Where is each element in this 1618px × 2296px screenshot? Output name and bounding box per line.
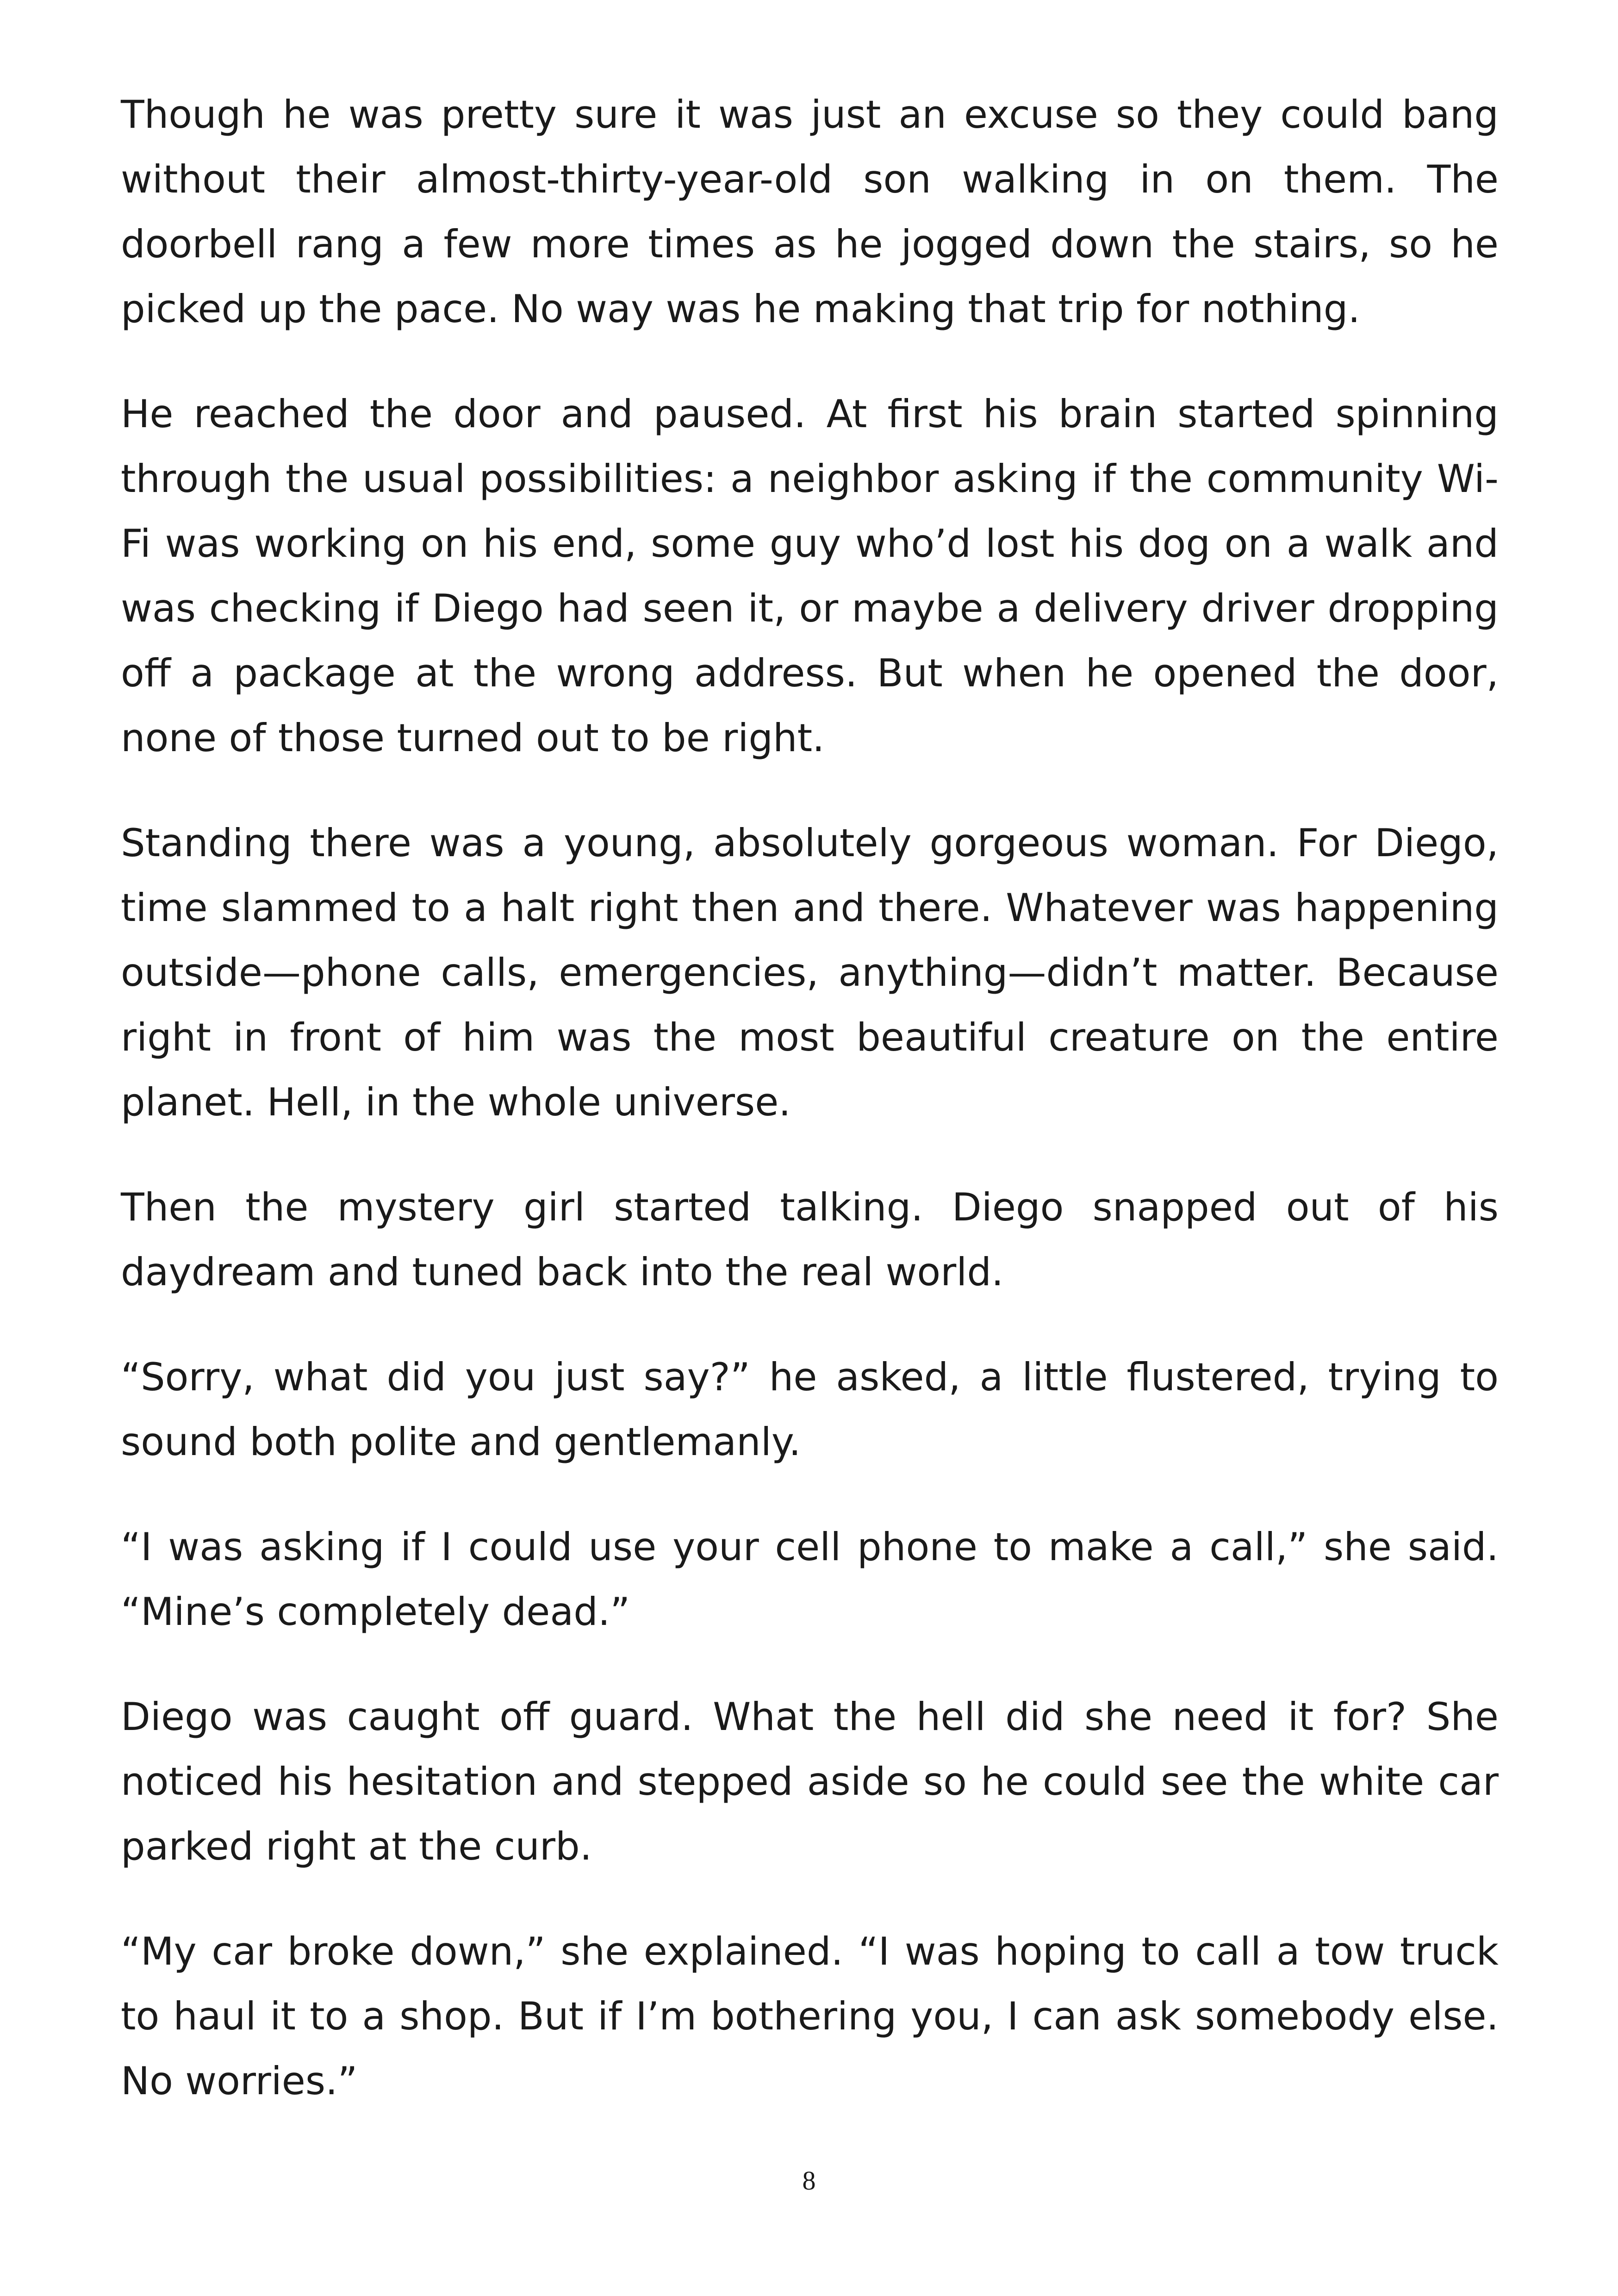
page-number: 8 [802,2165,816,2196]
paragraph: He reached the door and paused. At first his brain started spinning through the usual possibilities: a neighbor asking if the community Wi-Fi was working on his end, some guy who’d lost his dog on a walk and was checking if Diego had seen it, or maybe a delivery driver dropping off a package at the wrong address. But when he opened the door, none of those turned out to be right. [121,392,1499,760]
paragraph: “I was asking if I could use your cell phone to make a call,” she said. “Mine’s completely dead.” [121,1524,1499,1634]
paragraph: Though he was pretty sure it was just an excuse so they could bang without their almost-thirty-year-old son walking in on them. The doorbell rang a few more times as he jogged down the stairs, so he picked up the pace. No way was he making that trip for nothing. [121,92,1499,331]
paragraph: Then the mystery girl started talking. Diego snapped out of his daydream and tuned back into the real world. [121,1185,1499,1294]
paragraph: Standing there was a young, absolutely gorgeous woman. For Diego, time slammed to a halt right then and there. Whatever was happening outside—phone calls, emergencies, anything—didn’t matter. Because right in front of him was the most beautiful creature on the entire planet. Hell, in the whole universe. [121,821,1499,1125]
paragraph: “My car broke down,” she explained. “I was hoping to call a tow truck to haul it to a shop. But if I’m bothering you, I can ask somebody else. No worries.” [121,1929,1499,2103]
body-text [121,82,1499,2114]
paragraph: “Sorry, what did you just say?” he asked, a little flustered, trying to sound both polite and gentlemanly. [121,1355,1499,1464]
paragraph: Diego was caught off guard. What the hell did she need it for? She noticed his hesitation and stepped aside so he could see the white car parked right at the curb. [121,1694,1499,1869]
